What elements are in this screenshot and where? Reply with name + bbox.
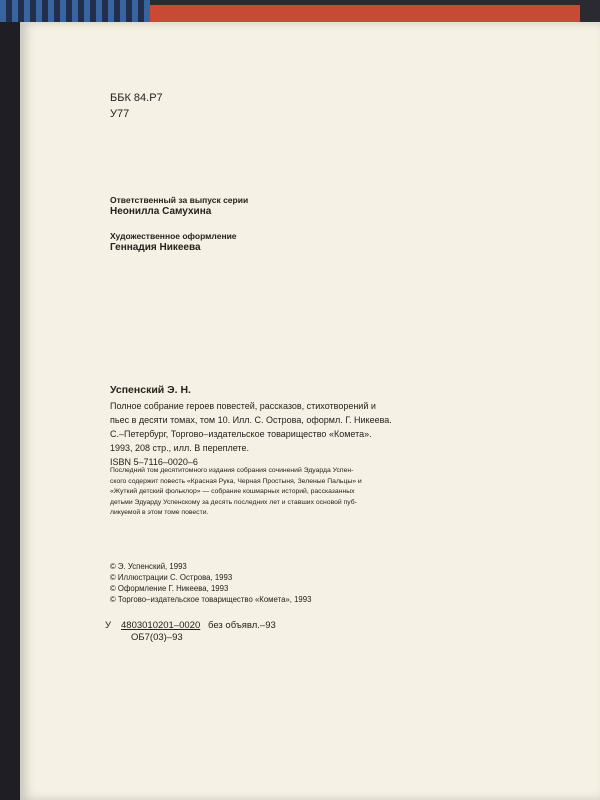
index-code-top: 4803010201–0020 bbox=[121, 620, 201, 631]
bibliographic-description bbox=[110, 399, 392, 469]
series-responsible-label: Ответственный за выпуск серии bbox=[110, 195, 249, 205]
annotation-line: Последний том десятитомного издания собрания сочинений Эдуарда Успен- bbox=[110, 467, 354, 474]
book-edge bbox=[0, 0, 600, 22]
cover-pattern bbox=[0, 0, 150, 22]
annotation-line: ликуемой в этом томе повести. bbox=[110, 509, 209, 516]
author-heading: Успенский Э. Н. bbox=[110, 384, 191, 396]
biblio-line: 1993, 208 стр., илл. В переплете. bbox=[110, 443, 249, 453]
copyright-block bbox=[110, 561, 311, 605]
isbn: ISBN 5–7116–0020–6 bbox=[110, 457, 198, 467]
annotation-line: ского содержит повесть «Красная Рука, Черная Простыня, Зеленые Пальцы» и bbox=[110, 477, 362, 485]
art-design-label: Художественное оформление bbox=[110, 231, 237, 241]
bbk-code: ББК 84.Р7 bbox=[110, 92, 163, 104]
index-note: без объявл.–93 bbox=[208, 620, 276, 631]
biblio-line: С.–Петербург, Торгово–издательское товарищество «Комета». bbox=[110, 429, 372, 439]
copyright-line: © Оформление Г. Никеева, 1993 bbox=[110, 584, 229, 593]
annotation bbox=[110, 466, 362, 519]
copyright-line: © Иллюстрации С. Острова, 1993 bbox=[110, 573, 233, 582]
index-prefix: У bbox=[105, 620, 112, 631]
udk-code: У77 bbox=[110, 108, 130, 120]
book-page bbox=[20, 22, 600, 800]
copyright-line: © Торгово–издательское товарищество «Комета», 1993 bbox=[110, 595, 312, 604]
biblio-line: пьес в десяти томах, том 10. Илл. С. Острова, оформл. Г. Никеева. bbox=[110, 415, 392, 425]
copyright-line: © Э. Успенский, 1993 bbox=[110, 562, 187, 571]
biblio-line: Полное собрание героев повестей, рассказов, стихотворений и bbox=[110, 401, 376, 411]
annotation-line: детьми Эдуарду Успенскому за десять последних лет и ставших основой пуб- bbox=[110, 498, 357, 506]
annotation-line: «Жуткий детский фольклор» — собрание кошмарных историй, рассказанных bbox=[110, 488, 355, 495]
cover-red-edge bbox=[150, 5, 580, 22]
classification-block bbox=[110, 90, 163, 122]
series-responsible-name: Неонилла Самухина bbox=[110, 206, 212, 217]
art-design-name: Геннадия Никеева bbox=[110, 242, 201, 253]
index-code-bottom: ОБ7(03)–93 bbox=[131, 632, 183, 643]
